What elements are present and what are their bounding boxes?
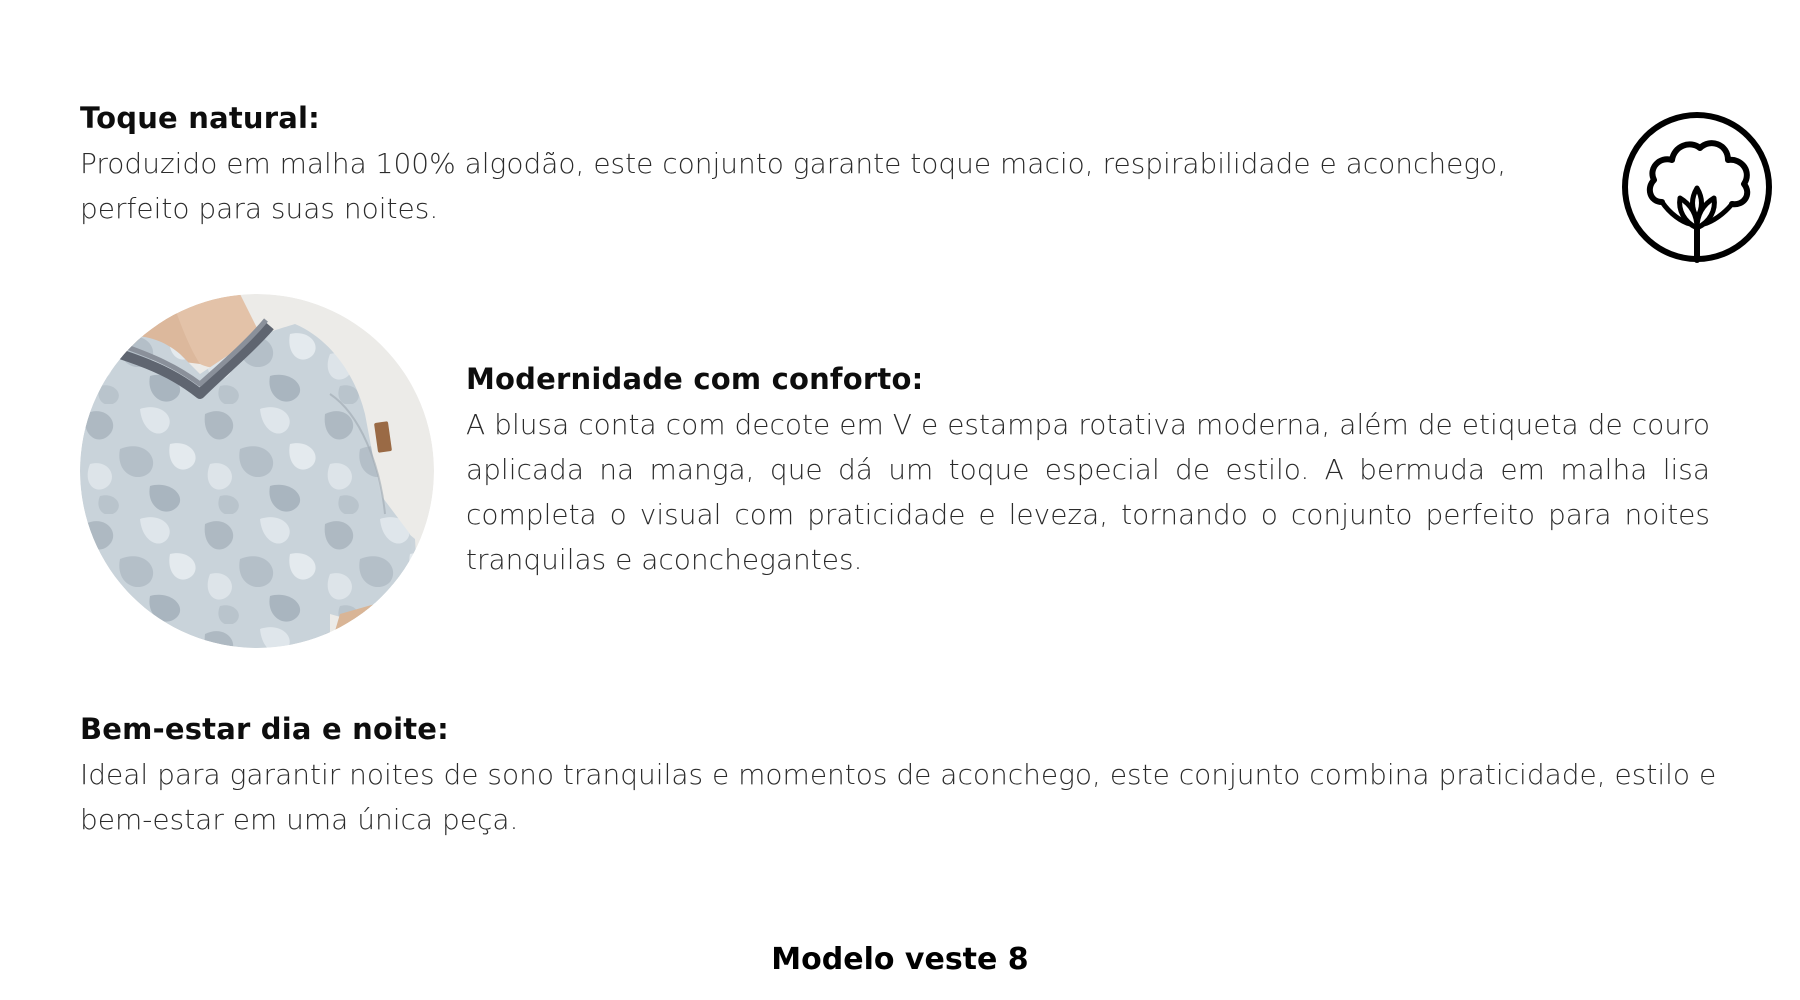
cotton-flower-icon	[1620, 110, 1774, 264]
section-bem-estar	[80, 707, 1720, 842]
product-photo	[80, 294, 434, 648]
section-text: A blusa conta com decote em V e estampa rotativa moderna, além de etiqueta de couro aplicada na manga, que dá um toque especial de estilo. A bermuda em malha lisa completa o visual com praticidade e leveza, tornando o conjunto perfeito para noites tranquilas e aconchegantes.	[466, 408, 1710, 576]
section-heading: Bem-estar dia e noite:	[80, 712, 449, 746]
section-toque-natural	[80, 96, 1520, 231]
section-modernidade	[466, 357, 1710, 582]
model-size-caption: Modelo veste 8	[771, 942, 1029, 977]
section-text: Ideal para garantir noites de sono tranquilas e momentos de aconchego, este conjunto combina praticidade, estilo e bem-estar em uma única peça.	[80, 758, 1717, 836]
section-heading: Modernidade com conforto:	[466, 362, 924, 396]
section-heading: Toque natural:	[80, 101, 320, 135]
section-text: Produzido em malha 100% algodão, este conjunto garante toque macio, respirabilidade e aconchego, perfeito para suas noites.	[80, 147, 1507, 225]
